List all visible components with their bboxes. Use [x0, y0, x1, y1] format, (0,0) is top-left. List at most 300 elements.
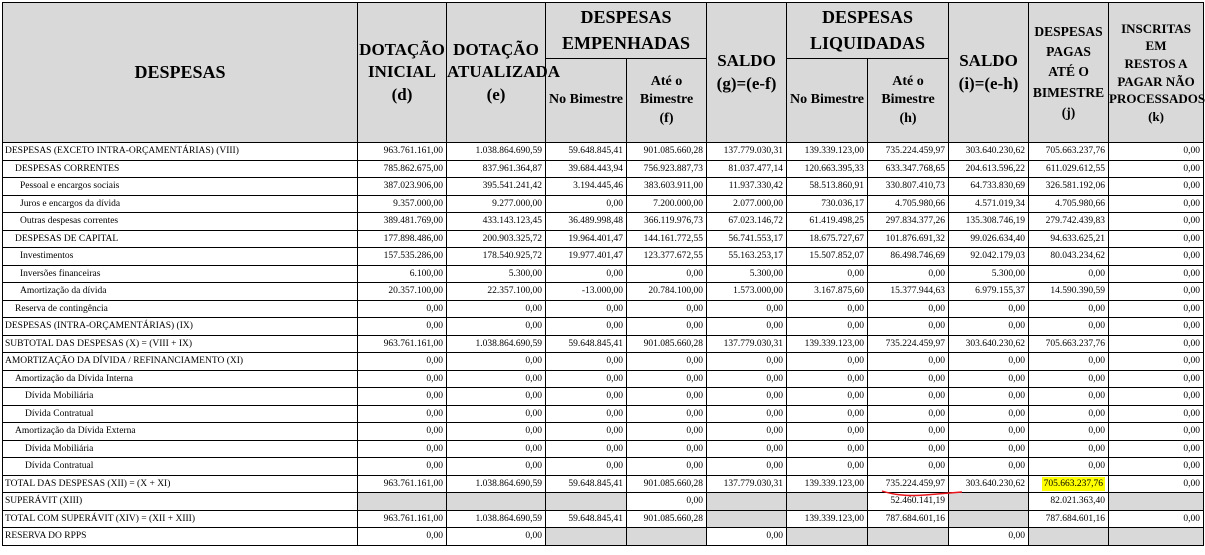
value-text: 3.167.875,60	[814, 286, 865, 297]
value-text: 0,00	[766, 356, 784, 367]
header-despesas-empenhadas: DESPESAS EMPENHADAS	[546, 3, 707, 59]
value-cell	[358, 160, 447, 178]
value-text: 1.038.864.690,59	[475, 513, 542, 524]
value-cell	[1029, 318, 1109, 336]
value-cell	[627, 143, 707, 161]
table-row	[3, 195, 1204, 213]
value-cell	[1109, 353, 1204, 371]
value-cell	[358, 248, 447, 266]
value-cell	[787, 510, 868, 528]
value-cell	[787, 388, 868, 406]
value-text: 61.419.498,25	[809, 216, 865, 227]
value-cell	[1109, 405, 1204, 423]
value-text: 0,00	[606, 391, 623, 402]
value-cell	[358, 143, 447, 161]
value-cell	[707, 143, 787, 161]
value-text: 59.648.845,41	[568, 338, 623, 349]
table-row	[3, 493, 1204, 511]
value-text: 735.224.459,97	[885, 146, 946, 157]
value-cell	[707, 283, 787, 301]
value-cell	[868, 458, 949, 476]
value-cell	[1029, 405, 1109, 423]
value-text: 0,00	[686, 268, 704, 279]
value-text: 303.640.230,62	[965, 338, 1026, 349]
row-label: Amortização da dívida	[3, 283, 358, 301]
value-text: 0,00	[1183, 443, 1201, 454]
value-text: 0,00	[928, 461, 946, 472]
value-cell	[627, 370, 707, 388]
value-text: 0,00	[928, 391, 946, 402]
row-label: DESPESAS DE CAPITAL	[3, 230, 358, 248]
value-text: 0,00	[1183, 356, 1201, 367]
value-text: 101.876.691,32	[885, 233, 946, 244]
value-text: 0,00	[525, 408, 542, 419]
row-label: Amortização da Dívida Interna	[3, 370, 358, 388]
value-cell	[868, 423, 949, 441]
value-text: 0,00	[928, 426, 946, 437]
value-text: 19.977.401,47	[568, 251, 623, 262]
value-cell	[447, 178, 546, 196]
value-text: 0,00	[426, 373, 443, 384]
value-text: 0,00	[686, 408, 704, 419]
value-text: 67.023.146,72	[728, 216, 784, 227]
value-text: 22.357.100,00	[487, 286, 542, 297]
value-cell	[868, 335, 949, 353]
value-cell	[546, 195, 627, 213]
value-cell	[868, 230, 949, 248]
row-label: Investimentos	[3, 248, 358, 266]
value-cell	[868, 178, 949, 196]
value-cell	[546, 458, 627, 476]
value-cell	[1109, 248, 1204, 266]
value-cell	[1109, 143, 1204, 161]
value-text: 705.663.237,76	[1045, 338, 1106, 349]
value-cell	[707, 370, 787, 388]
value-text: 0,00	[686, 426, 704, 437]
value-cell	[546, 230, 627, 248]
table-row	[3, 283, 1204, 301]
value-text: 0,00	[426, 408, 443, 419]
value-text: 177.898.486,00	[383, 233, 443, 244]
row-label: Reserva de contingência	[3, 300, 358, 318]
value-text: 787.684.601,16	[1045, 513, 1106, 524]
row-label: SUBTOTAL DAS DESPESAS (X) = (VIII + IX)	[3, 335, 358, 353]
header-inscritas-restos: INSCRITAS EM RESTOS A PAGAR NÃO PROCESSADOS (k)	[1109, 3, 1204, 143]
value-text: 92.042.179,03	[970, 251, 1026, 262]
value-text: 0,00	[1088, 391, 1106, 402]
value-text: 0,00	[1183, 478, 1201, 489]
value-text: 0,00	[1008, 391, 1026, 402]
value-text: 0,00	[847, 408, 865, 419]
value-cell	[358, 300, 447, 318]
value-text: 0,00	[766, 461, 784, 472]
value-cell	[358, 458, 447, 476]
row-label: Outras despesas correntes	[3, 213, 358, 231]
value-text: 139.339.123,00	[804, 513, 865, 524]
table-row	[3, 440, 1204, 458]
empty-cell	[868, 528, 949, 546]
value-cell	[447, 335, 546, 353]
value-cell	[1029, 230, 1109, 248]
row-label: Juros e encargos da dívida	[3, 195, 358, 213]
table-row	[3, 353, 1204, 371]
value-cell	[787, 440, 868, 458]
value-text: 81.037.477,14	[728, 163, 784, 174]
value-text: 395.541.241,42	[482, 181, 542, 192]
value-text: 56.741.553,17	[728, 233, 784, 244]
value-text: 5.300,00	[991, 268, 1026, 279]
table-body	[3, 143, 1204, 546]
value-text: 1.038.864.690,59	[475, 478, 542, 489]
value-text: 120.663.395,33	[804, 163, 865, 174]
value-text: 0,00	[928, 268, 946, 279]
value-text: 0,00	[928, 356, 946, 367]
header-despesas-liquidadas: DESPESAS LIQUIDADAS	[787, 3, 949, 59]
value-cell	[358, 475, 447, 493]
value-text: 0,00	[1183, 286, 1201, 297]
value-cell	[707, 195, 787, 213]
value-text: 0,00	[1088, 373, 1106, 384]
value-cell	[1029, 300, 1109, 318]
value-cell	[787, 353, 868, 371]
value-cell	[1109, 195, 1204, 213]
value-text: 5.300,00	[749, 268, 784, 279]
value-text: 0,00	[1183, 268, 1201, 279]
value-cell	[949, 423, 1029, 441]
value-cell	[949, 230, 1029, 248]
value-text: 0,00	[1183, 251, 1201, 262]
value-text: 0,00	[1183, 408, 1201, 419]
value-text: 0,00	[1183, 233, 1201, 244]
value-cell	[949, 335, 1029, 353]
table-row	[3, 160, 1204, 178]
value-text: 0,00	[686, 443, 704, 454]
value-text: 0,00	[766, 408, 784, 419]
table-row	[3, 475, 1204, 493]
value-text: 0,00	[426, 303, 443, 314]
value-cell	[358, 178, 447, 196]
value-cell	[787, 300, 868, 318]
value-cell	[1029, 440, 1109, 458]
value-cell	[358, 213, 447, 231]
value-cell	[546, 388, 627, 406]
row-label: Inversões financeiras	[3, 265, 358, 283]
value-cell	[868, 370, 949, 388]
value-cell	[1029, 388, 1109, 406]
value-text: 837.961.364,87	[482, 163, 542, 174]
value-cell	[358, 510, 447, 528]
value-text: 6.100,00	[409, 268, 443, 279]
value-cell	[1029, 335, 1109, 353]
empty-cell	[627, 528, 707, 546]
value-cell	[627, 265, 707, 283]
value-cell	[949, 178, 1029, 196]
value-cell	[949, 213, 1029, 231]
value-cell	[868, 388, 949, 406]
value-cell	[447, 318, 546, 336]
value-text: 0,00	[847, 426, 865, 437]
value-text: 59.648.845,41	[568, 146, 623, 157]
value-cell	[707, 248, 787, 266]
value-cell	[868, 300, 949, 318]
value-cell	[358, 318, 447, 336]
value-cell	[627, 335, 707, 353]
table-header	[3, 3, 1204, 143]
header-liq-no-bimestre: No Bimestre	[787, 59, 868, 143]
value-cell	[447, 528, 546, 546]
value-cell	[949, 300, 1029, 318]
value-text: 0,00	[1088, 321, 1106, 332]
value-cell	[787, 160, 868, 178]
value-cell	[447, 300, 546, 318]
table-row	[3, 318, 1204, 336]
expense-report-table	[2, 2, 1204, 546]
value-text: 7.200.000,00	[653, 198, 704, 209]
value-text: 756.923.887,73	[643, 163, 704, 174]
value-text: 0,00	[686, 391, 704, 402]
value-cell	[707, 528, 787, 546]
value-cell	[1109, 160, 1204, 178]
value-text: 735.224.459,97	[885, 338, 946, 349]
value-cell	[868, 213, 949, 231]
value-cell	[447, 370, 546, 388]
value-text: 99.026.634,40	[970, 233, 1026, 244]
value-cell	[1109, 458, 1204, 476]
value-text: 0,00	[606, 461, 623, 472]
value-cell	[787, 283, 868, 301]
value-cell	[707, 213, 787, 231]
value-text: 1.038.864.690,59	[475, 146, 542, 157]
value-text: 0,00	[766, 391, 784, 402]
empty-cell	[707, 493, 787, 511]
empty-cell	[546, 528, 627, 546]
value-cell	[707, 300, 787, 318]
empty-cell	[447, 493, 546, 511]
header-emp-ate-bimestre: Até o Bimestre (f)	[627, 59, 707, 143]
value-text: 15.377.944,63	[890, 286, 946, 297]
table-row	[3, 300, 1204, 318]
table-row	[3, 178, 1204, 196]
value-cell	[707, 475, 787, 493]
value-cell	[627, 440, 707, 458]
value-text: 901.085.660,28	[643, 478, 704, 489]
row-label: Dívida Mobiliária	[3, 388, 358, 406]
value-cell	[627, 493, 707, 511]
value-text: 303.640.230,62	[965, 146, 1026, 157]
empty-cell	[546, 493, 627, 511]
value-text: 0,00	[1088, 268, 1106, 279]
value-cell	[707, 160, 787, 178]
value-cell	[546, 143, 627, 161]
value-text: 0,00	[525, 356, 542, 367]
value-cell	[949, 405, 1029, 423]
value-text: 0,00	[525, 373, 542, 384]
value-cell	[1029, 493, 1109, 511]
value-cell	[868, 510, 949, 528]
value-text: 0,00	[686, 496, 704, 507]
value-text: 0,00	[426, 443, 443, 454]
value-cell	[546, 423, 627, 441]
value-cell	[1029, 248, 1109, 266]
value-text: 0,00	[1183, 303, 1201, 314]
value-text: 11.937.330,42	[728, 181, 784, 192]
value-cell	[1029, 178, 1109, 196]
value-text: 0,00	[1008, 531, 1026, 542]
row-label: Amortização da Dívida Externa	[3, 423, 358, 441]
value-cell	[868, 265, 949, 283]
table-row	[3, 405, 1204, 423]
value-text: 157.535.286,00	[383, 251, 443, 262]
value-cell	[1029, 265, 1109, 283]
value-text: 787.684.601,16	[885, 513, 946, 524]
value-text: 9.277.000,00	[492, 198, 542, 209]
value-cell	[707, 265, 787, 283]
value-text: 0,00	[1183, 373, 1201, 384]
value-cell	[1109, 370, 1204, 388]
value-cell	[1029, 143, 1109, 161]
value-cell	[1029, 160, 1109, 178]
row-label: DESPESAS (EXCETO INTRA-ORÇAMENTÁRIAS) (VIII)	[3, 143, 358, 161]
value-text: 326.581.192,06	[1045, 181, 1106, 192]
value-cell	[447, 195, 546, 213]
value-text: 4.705.980,66	[895, 198, 946, 209]
value-text: 963.761.161,00	[383, 338, 443, 349]
value-text: 0,00	[525, 391, 542, 402]
value-cell	[358, 283, 447, 301]
table-row	[3, 265, 1204, 283]
value-cell	[447, 230, 546, 248]
value-cell	[949, 265, 1029, 283]
value-cell	[1109, 423, 1204, 441]
value-cell	[1029, 423, 1109, 441]
value-text: 0,00	[686, 321, 704, 332]
value-text: 14.590.390,59	[1050, 286, 1106, 297]
header-despesas-pagas: DESPESAS PAGAS ATÉ O BIMESTRE (j)	[1029, 3, 1109, 143]
row-label: SUPERÁVIT (XIII)	[3, 493, 358, 511]
value-text: 4.705.980,66	[1055, 198, 1106, 209]
value-text: 0,00	[766, 373, 784, 384]
value-cell	[627, 510, 707, 528]
value-text: 144.161.772,55	[643, 233, 704, 244]
value-cell	[868, 283, 949, 301]
value-cell	[787, 143, 868, 161]
value-text: 0,00	[847, 303, 865, 314]
value-cell	[868, 475, 949, 493]
value-text: 0,00	[928, 321, 946, 332]
value-text: 0,00	[525, 321, 542, 332]
table-row	[3, 213, 1204, 231]
header-dotacao-inicial: DOTAÇÃO INICIAL (d)	[358, 3, 447, 143]
value-text: 0,00	[1183, 198, 1201, 209]
value-text: 0,00	[766, 303, 784, 314]
value-text: 0,00	[1183, 146, 1201, 157]
value-cell	[707, 405, 787, 423]
value-cell	[546, 318, 627, 336]
value-text: 0,00	[766, 321, 784, 332]
table-row	[3, 458, 1204, 476]
header-saldo-i: SALDO (i)=(e-h)	[949, 3, 1029, 143]
value-cell	[447, 405, 546, 423]
value-cell	[627, 160, 707, 178]
value-cell	[707, 458, 787, 476]
value-cell	[707, 230, 787, 248]
value-cell	[358, 388, 447, 406]
value-text: 0,00	[1183, 216, 1201, 227]
value-cell	[627, 353, 707, 371]
underlined-value: 735.224.459,97	[886, 476, 945, 492]
value-cell	[627, 213, 707, 231]
value-cell	[1029, 458, 1109, 476]
value-cell	[1109, 335, 1204, 353]
value-text: 0,00	[686, 356, 704, 367]
value-text: 0,00	[847, 373, 865, 384]
table-row	[3, 510, 1204, 528]
value-cell	[868, 440, 949, 458]
value-text: 901.085.660,28	[643, 338, 704, 349]
row-label: AMORTIZAÇÃO DA DÍVIDA / REFINANCIAMENTO (XI)	[3, 353, 358, 371]
value-text: 383.603.911,00	[643, 181, 704, 192]
row-label: Dívida Mobiliária	[3, 440, 358, 458]
value-text: 137.779.030,31	[723, 478, 784, 489]
value-text: 0,00	[426, 531, 443, 542]
table-row	[3, 230, 1204, 248]
value-cell	[707, 178, 787, 196]
header-emp-no-bimestre: No Bimestre	[546, 59, 627, 143]
value-cell	[1109, 510, 1204, 528]
value-text: 0,00	[1183, 391, 1201, 402]
value-cell	[447, 353, 546, 371]
value-cell	[358, 195, 447, 213]
value-text: 0,00	[525, 531, 542, 542]
value-text: 730.036,17	[821, 198, 865, 209]
value-text: 0,00	[606, 373, 623, 384]
value-cell	[1029, 283, 1109, 301]
table-row	[3, 423, 1204, 441]
value-text: 433.143.123,45	[482, 216, 542, 227]
value-text: 0,00	[1008, 461, 1026, 472]
value-text: 0,00	[1088, 303, 1106, 314]
value-cell	[447, 423, 546, 441]
value-text: 15.507.852,07	[809, 251, 865, 262]
value-text: 2.077.000,00	[733, 198, 784, 209]
value-cell	[1029, 475, 1109, 493]
value-cell	[949, 353, 1029, 371]
value-text: 0,00	[847, 443, 865, 454]
value-text: 785.862.675,00	[383, 163, 443, 174]
value-text: 297.834.377,26	[885, 216, 946, 227]
value-text: 0,00	[1008, 373, 1026, 384]
value-cell	[627, 195, 707, 213]
value-text: 387.023.906,00	[383, 181, 443, 192]
value-cell	[949, 318, 1029, 336]
value-cell	[447, 475, 546, 493]
value-text: 0,00	[766, 443, 784, 454]
row-label: Dívida Contratual	[3, 405, 358, 423]
value-cell	[546, 300, 627, 318]
value-text: 0,00	[766, 426, 784, 437]
value-text: 0,00	[426, 321, 443, 332]
value-cell	[1109, 475, 1204, 493]
empty-cell	[949, 510, 1029, 528]
value-text: 705.663.237,76	[1045, 146, 1106, 157]
value-cell	[868, 353, 949, 371]
value-cell	[1109, 230, 1204, 248]
value-text: 0,00	[1183, 181, 1201, 192]
value-cell	[546, 178, 627, 196]
value-text: 0,00	[525, 426, 542, 437]
value-text: 0,00	[686, 373, 704, 384]
table-row	[3, 143, 1204, 161]
